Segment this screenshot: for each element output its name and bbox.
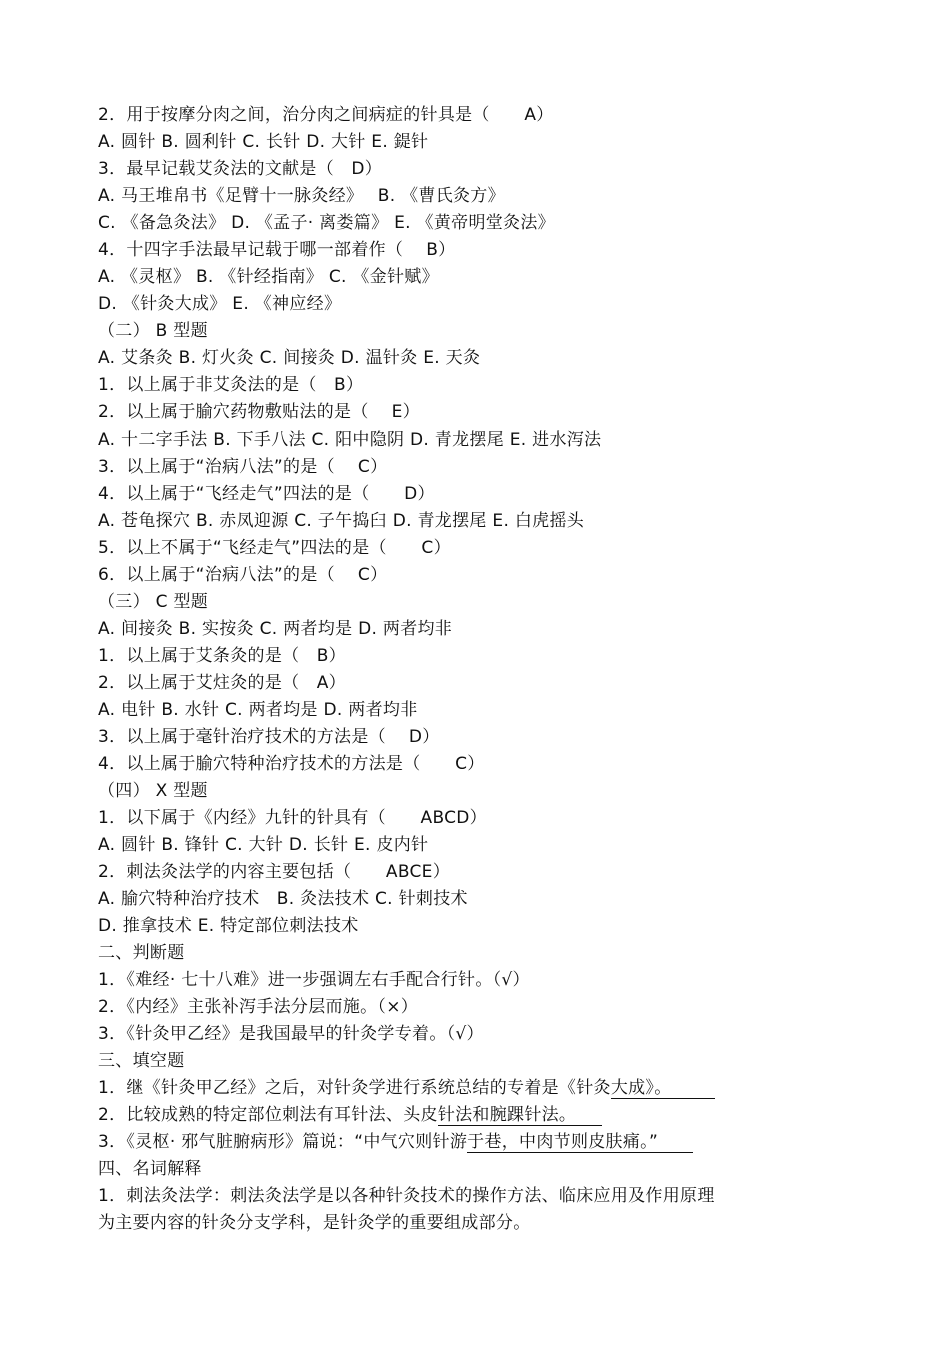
text-line: A. 艾条灸 B. 灯火灸 C. 间接灸 D. 温针灸 E. 天灸	[98, 348, 481, 368]
text-line: D. 推拿技术 E. 特定部位刺法技术	[98, 916, 359, 936]
fill-blank-line	[98, 1131, 693, 1153]
definition-line: 1．刺法灸法学：刺法灸法学是以各种针灸技术的操作方法、临床应用及作用原理	[98, 1186, 715, 1206]
text-line: A. 苍龟探穴 B. 赤凤迎源 C. 子午捣臼 D. 青龙摆尾 E. 白虎摇头	[98, 511, 585, 531]
fill-blank-text: 2．比较成熟的特定部位刺法有耳针法、头皮	[98, 1105, 438, 1125]
text-line: A. 圆针 B. 圆利针 C. 长针 D. 大针 E. 鍉针	[98, 132, 429, 152]
text-line: A. 腧穴特种治疗技术 B. 灸法技术 C. 针刺技术	[98, 889, 468, 909]
text-line: A. 十二字手法 B. 下手八法 C. 阳中隐阴 D. 青龙摆尾 E. 进水泻法	[98, 430, 602, 450]
text-line: 1．以上属于非艾灸法的是（ B）	[98, 375, 364, 395]
text-line: A. 圆针 B. 锋针 C. 大针 D. 长针 E. 皮内针	[98, 835, 429, 855]
text-line: 6．以上属于“治病八法”的是（ C）	[98, 565, 388, 585]
section-heading: （二） B 型题	[98, 321, 208, 341]
fill-blank-answer: 大成》。	[610, 1078, 715, 1098]
definition-line: 为主要内容的针灸分支学科，是针灸学的重要组成部分。	[98, 1213, 531, 1233]
text-line: 2．刺法灸法学的内容主要包括（ ABCE）	[98, 862, 451, 882]
section-heading: 三、填空题	[98, 1051, 185, 1071]
section-heading: 四、名词解释	[98, 1159, 202, 1179]
text-line: 1．以上属于艾条灸的是（ B）	[98, 646, 346, 666]
fill-blank-answer: 于巷，中肉节则皮肤痛。”	[467, 1132, 693, 1152]
text-line: 2．以上属于艾炷灸的是（ A）	[98, 673, 346, 693]
text-line: 4．十四字手法最早记载于哪一部着作（ B）	[98, 240, 456, 260]
section-heading: （三） C 型题	[98, 592, 209, 612]
text-line: 5．以上不属于“飞经走气”四法的是（ C）	[98, 538, 451, 558]
text-line: 2．用于按摩分肉之间，治分肉之间病症的针具是（ A）	[98, 105, 554, 125]
text-line: 2．以上属于腧穴药物敷贴法的是（ E）	[98, 402, 420, 422]
text-line: D. 《针灸大成》 E. 《神应经》	[98, 294, 342, 314]
fill-blank-answer: 针法和腕踝针法。	[437, 1105, 603, 1125]
section-heading: 二、判断题	[98, 943, 185, 963]
fill-blank-text: 1．继《针灸甲乙经》之后，对针灸学进行系统总结的专着是《针灸	[98, 1078, 611, 1098]
fill-blank-line	[98, 1077, 715, 1099]
text-line: 1．以下属于《内经》九针的针具有（ ABCD）	[98, 808, 487, 828]
text-line: A. 《灵枢》 B. 《针经指南》 C. 《金针赋》	[98, 267, 439, 287]
fill-blank-line	[98, 1104, 602, 1126]
fill-blank-text: 3．《灵枢· 邪气脏腑病形》篇说：“中气穴则针游	[98, 1132, 468, 1152]
text-line: C. 《备急灸法》 D. 《孟子· 离娄篇》 E. 《黄帝明堂灸法》	[98, 213, 555, 233]
text-line: A. 电针 B. 水针 C. 两者均是 D. 两者均非	[98, 700, 418, 720]
text-line: 4．以上属于腧穴特种治疗技术的方法是（ C）	[98, 754, 485, 774]
text-line: 4．以上属于“飞经走气”四法的是（ D）	[98, 484, 435, 504]
section-heading: （四） X 型题	[98, 781, 208, 801]
text-line: 3．以上属于“治病八法”的是（ C）	[98, 457, 388, 477]
text-line: 3．以上属于毫针治疗技术的方法是（ D）	[98, 727, 440, 747]
text-line: 3．《针灸甲乙经》是我国最早的针灸学专着。（√）	[98, 1024, 484, 1044]
text-line: A. 间接灸 B. 实按灸 C. 两者均是 D. 两者均非	[98, 619, 453, 639]
text-line: 2．《内经》主张补泻手法分层而施。（×）	[98, 997, 419, 1017]
text-line: 3．最早记载艾灸法的文献是（ D）	[98, 159, 383, 179]
text-line: 1．《难经· 七十八难》进一步强调左右手配合行针。（√）	[98, 970, 530, 990]
text-line: A. 马王堆帛书《足臂十一脉灸经》 B. 《曹氏灸方》	[98, 186, 505, 206]
